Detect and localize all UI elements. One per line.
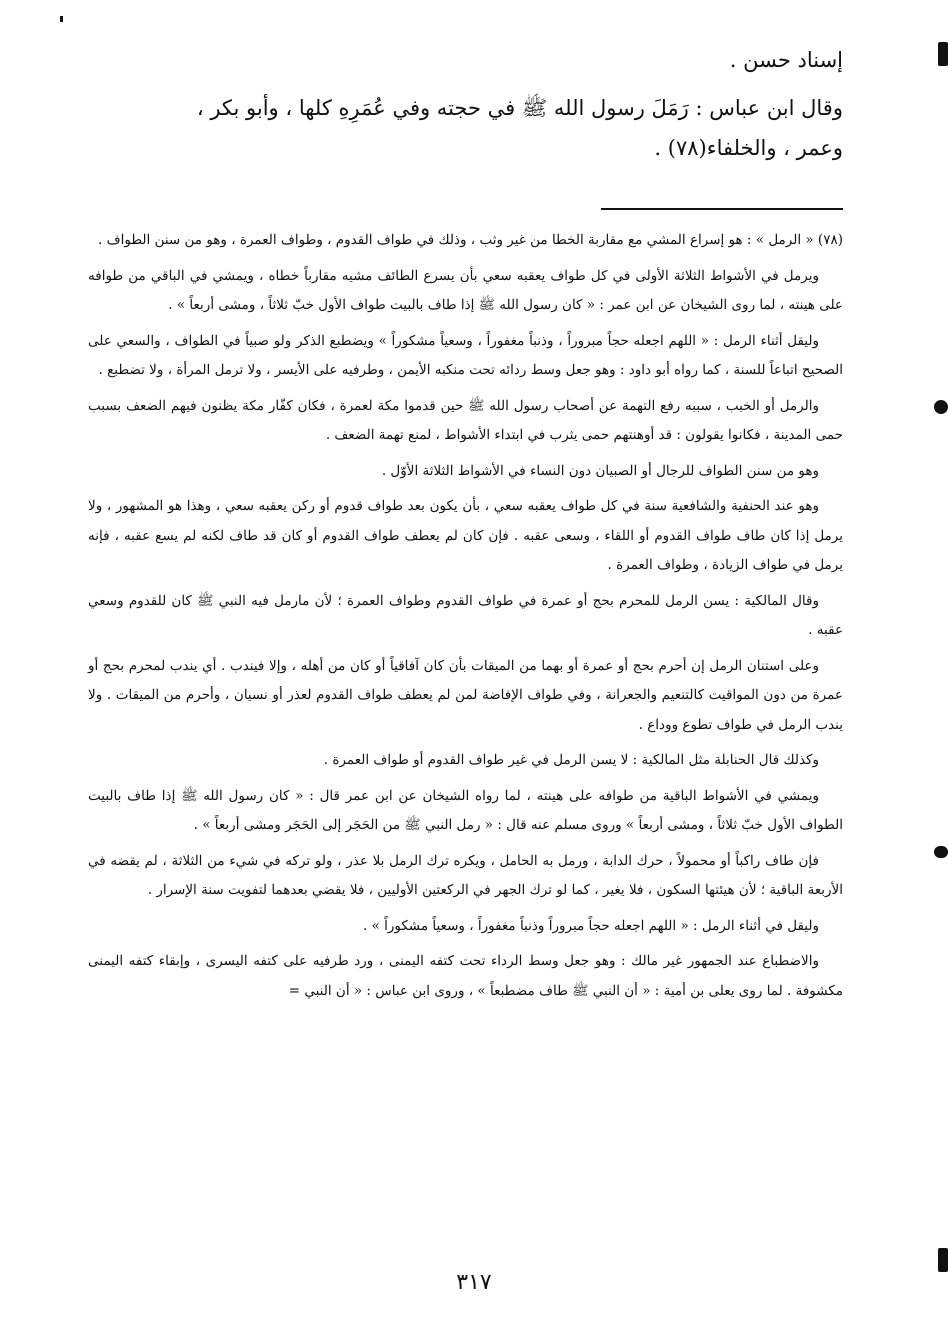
binding-hole-mark: [934, 846, 948, 858]
footnote-paragraph: فإن طاف راكباً أو محمولاً ، حرك الدابة ، ورمل به الحامل ، ويكره ترك الرمل بلا عذر ، ولو تركه في شيء من الثلاثة ، لم يقضه في الأربعة الباقية ؛ لأن هيئتها السكون ، فلا يغير ، كما لو ترك الجهر في الركعتين الأوليين ، فلا يقضي بعدهما لتفويت سنة الإسرار .: [88, 852, 843, 898]
footnote-paragraph: ويمشي في الأشواط الباقية من طوافه على هينته ، لما رواه الشيخان عن ابن عمر قال : « كان رسول الله ﷺ إذا طاف بالبيت الطواف الأول خبّ ثلاثاً ، ومشى أربعاً » وروى مسلم عنه قال : « رمل النبي ﷺ من الحَجَر إلى الحَجَر ومشى أربعاً » .: [88, 787, 843, 833]
binding-hole-mark: [934, 400, 948, 414]
footnote-paragraph: وليقل أثناء الرمل : « اللهم اجعله حجاً مبروراً ، وذنباً مغفوراً ، وسعياً مشكوراً » ويضطبع الذكر ولو صبياً في الطواف ، والسعي على الصحيح اتباعاً للسنة ، كما رواه أبو داود : وهو جعل وسط ردائه تحت منكبه الأيمن ، وطرفيه على الأيسر ، ولا ترمل المرأة ، ولا تضطبع .: [88, 332, 843, 378]
footnote-paragraph: وهو عند الحنفية والشافعية سنة في كل طواف يعقبه سعي ، بأن يكون بعد طواف قدوم أو ركن يعقبه سعي ، وهذا هو المشهور ، ولا يرمل إذا كان طاف طواف القدوم أو اللقاء ، وسعى عقبه . فإن كان لم يعطف طواف القدوم أو كان قد طاف لكنه لم يسع عقبه ، فإنه يرمل في طواف الزيادة ، وطواف العمرة .: [88, 498, 843, 573]
main-text-line: وقال ابن عباس : رَمَلَ رسول الله ﷺ في حجته وفي عُمَرِهِ كلها ، وأبو بكر ،: [196, 96, 843, 120]
main-text-line: إسناد حسن .: [729, 48, 843, 72]
page-number: ٣١٧: [456, 1270, 492, 1295]
footnote-paragraph: ويرمل في الأشواط الثلاثة الأولى في كل طواف يعقبه سعي بأن يسرع الطائف مشيه مقارباً خطاه ، ويمشي في الباقي من طوافه على هينته ، لما روى الشيخان عن ابن عمر : « كان رسول الله ﷺ إذا طاف بالبيت طواف الأول خبّ ثلاثاً ، ومشى أربعاً » .: [88, 267, 843, 313]
main-text-line: وعمر ، والخلفاء(٧٨) .: [654, 136, 843, 160]
footnote-paragraph: وعلى استنان الرمل إن أحرم بحج أو عمرة أو بهما من الميقات بأن كان آفاقياً أو كان من أهله ، وإلا فيندب . أي يندب لمحرم بحج أو عمرة من دون المواقيت كالتنعيم والجعرانة ، وفي طواف الإفاضة لمن لم يعطف طواف القدوم لعذر أو نسيان ، وأحرم من الميقات . ولا يندب الرمل في طواف تطوع ووداع .: [88, 657, 843, 733]
footnotes: [88, 226, 843, 1012]
footnote-separator: [601, 208, 843, 210]
footnote-paragraph: والرمل أو الخبب ، سببه رفع التهمة عن أصحاب رسول الله ﷺ حين قدموا مكة لعمرة ، فكان كفّار مكة يظنون فيهم الضعف بسبب حمى المدينة ، فكانوا يقولون : قد أوهنتهم حمى يثرب في ابتداء الأشواط ، لمنع تهمة الضعف .: [88, 397, 843, 443]
binding-hole-mark: [938, 1248, 948, 1272]
footnote-paragraph: (٧٨) « الرمل » : هو إسراع المشي مع مقاربة الخطا من غير وثب ، وذلك في طواف القدوم ، وطواف العمرة ، وهو من سنن الطواف .: [98, 232, 843, 248]
binding-hole-mark: [938, 42, 948, 66]
scan-speck: [60, 16, 63, 22]
footnote-paragraph: والاضطباع عند الجمهور غير مالك : وهو جعل وسط الرداء تحت كتفه اليمنى ، ورد طرفيه على كتفه اليسرى ، وإبقاء كتفه اليمنى مكشوفة . لما روى يعلى بن أمية : « أن النبي ﷺ طاف مضطبعاً » ، وروى ابن عباس : « أن النبي =: [88, 953, 843, 999]
footnote-paragraph: وكذلك قال الحنابلة مثل المالكية : لا يسن الرمل في غير طواف القدوم أو طواف العمرة .: [323, 752, 819, 768]
footnote-paragraph: وقال المالكية : يسن الرمل للمحرم بحج أو عمرة في طواف القدوم وطواف العمرة ؛ لأن مارمل فيه النبي ﷺ كان للقدوم وسعي عقبه .: [88, 592, 843, 638]
footnote-paragraph: وليقل في أثناء الرمل : « اللهم اجعله حجاً مبروراً وذنباً مغفوراً ، وسعياً مشكوراً » .: [362, 917, 819, 934]
footnote-paragraph: وهو من سنن الطواف للرجال أو الصبيان دون النساء في الأشواط الثلاثة الأوّل .: [381, 462, 819, 479]
